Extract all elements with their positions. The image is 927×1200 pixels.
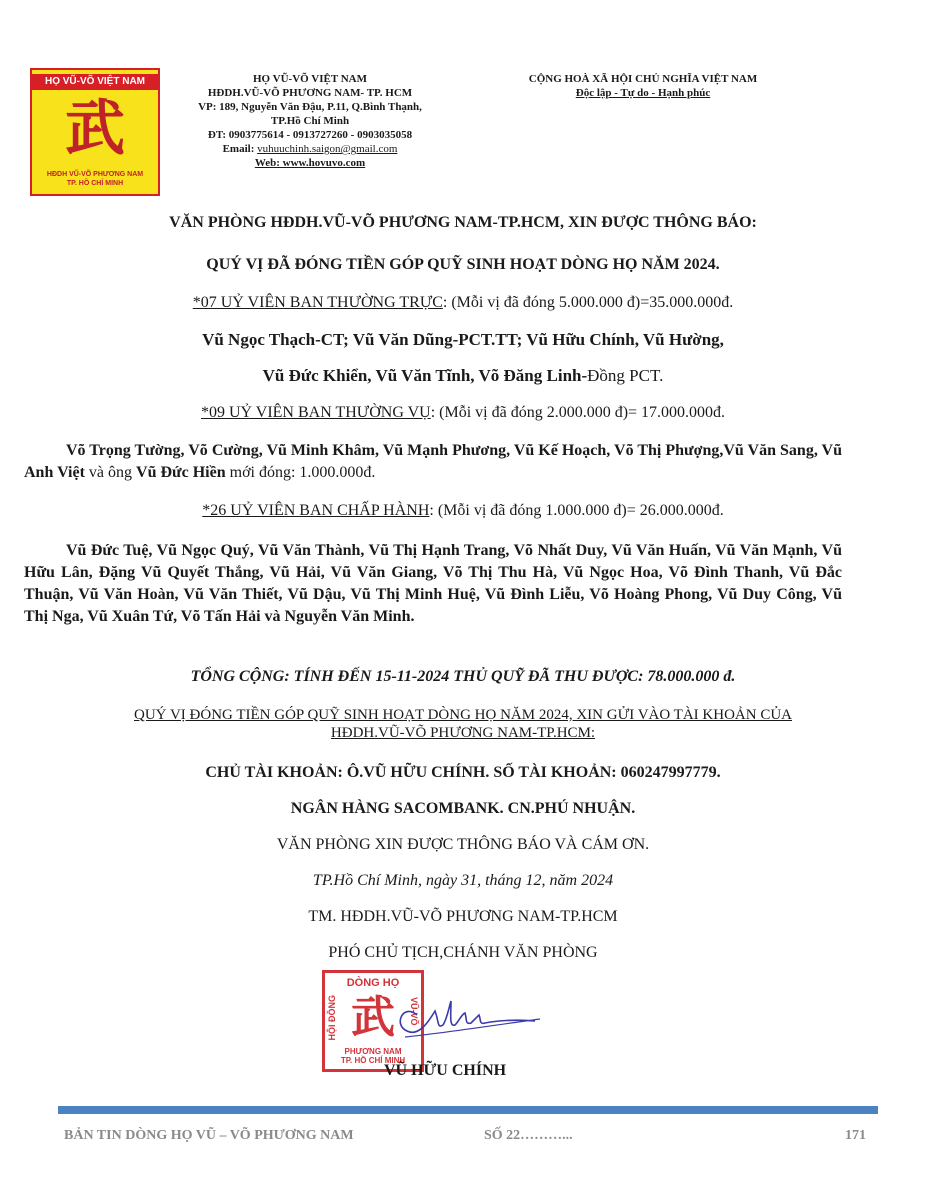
account-intro-line-1: QUÝ VỊ ĐÓNG TIỀN GÓP QUỸ SINH HOẠT DÒNG HỌ NĂM 2024, XIN GỬI VÀO TÀI KHOẢN CỦA — [133, 707, 792, 723]
section-2-connector: và ông — [84, 464, 137, 481]
closing-date: TP.Hồ Chí Minh, ngày 31, tháng 12, năm 2024 — [312, 872, 614, 889]
logo-bottom-line-2: TP. HỒ CHÍ MINH — [66, 180, 124, 187]
email-link[interactable]: vuhuuchinh.saigon@gmail.com — [257, 143, 398, 155]
section-1-names-line-2-text: Vũ Đức Khiển, Vũ Văn Tĩnh, Võ Đăng Linh- — [262, 366, 588, 385]
grand-total: TỔNG CỘNG: TÍNH ĐẾN 15-11-2024 THỦ QUỸ ĐÃ THU ĐƯỢC: 78.000.000 đ. — [190, 668, 736, 685]
account-intro-line-2: HĐDH.VŨ-VÕ PHƯƠNG NAM-TP.HCM: — [330, 725, 596, 741]
seal-character: 武 — [351, 993, 395, 1042]
section-2-name-list: Võ Trọng Tường, Võ Cường, Vũ Minh Khâm, Vũ Mạnh Phương, Vũ Kế Hoạch, Võ Thị Phượng,Vũ Văn Sang, Vũ Anh Việt — [24, 442, 842, 481]
org-phone: ĐT: 0903775614 - 0913727260 - 0903035058 — [207, 129, 413, 141]
announcement-subtitle: QUÝ VỊ ĐÃ ĐÓNG TIỀN GÓP QUỸ SINH HOẠT DÒNG HỌ NĂM 2024. — [206, 256, 720, 273]
account-intro — [24, 706, 902, 742]
announcement-title: VĂN PHÒNG HĐDH.VŨ-VÕ PHƯƠNG NAM-TP.HCM, XIN ĐƯỢC THÔNG BÁO: — [169, 214, 757, 231]
section-3-heading: *26 UỶ VIÊN BAN CHẤP HÀNH — [202, 502, 430, 519]
section-1-names-line-1: Vũ Ngọc Thạch-CT; Vũ Văn Dũng-PCT.TT; Vũ Hữu Chính, Vũ Hường, — [202, 330, 724, 349]
section-1-role: Đồng PCT. — [587, 366, 664, 385]
org-city: TP.Hồ Chí Minh — [270, 115, 350, 127]
section-3-names: Vũ Đức Tuệ, Vũ Ngọc Quý, Vũ Văn Thành, Vũ Thị Hạnh Trang, Võ Nhất Duy, Vũ Văn Huấn, Vũ Văn Mạnh, Vũ Hữu Lân, Đặng Vũ Quyết Thắng, Vũ Hải, Vũ Văn Giang, Võ Thị Thu Hà, Vũ Ngọc Hoa, Võ Đình Thanh, Vũ Đắc Thuận, Vũ Văn Hoàn, Vũ Văn Thiết, Vũ Dậu, Vũ Thị Minh Huệ, Vũ Đình Liễu, Võ Hoàng Phong, Vũ Duy Công, Vũ Thị Nga, Vũ Xuân Tứ, Võ Tấn Hải và Nguyễn Văn Minh. — [24, 542, 842, 625]
closing-org: TM. HĐDH.VŨ-VÕ PHƯƠNG NAM-TP.HCM — [308, 908, 618, 925]
section-3-detail: : (Mỗi vị đã đóng 1.000.000 đ)= 26.000.000đ. — [429, 502, 724, 519]
section-1-names-line-2 — [24, 366, 902, 386]
national-title: CỘNG HOÀ XÃ HỘI CHỦ NGHĨA VIỆT NAM — [528, 73, 758, 85]
family-logo — [30, 68, 160, 196]
footer-title: BẢN TIN DÒNG HỌ VŨ – VÕ PHƯƠNG NAM — [64, 1128, 354, 1143]
section-2-late-note: mới đóng: 1.000.000đ. — [225, 464, 376, 481]
org-name: HỌ VŨ-VÕ VIỆT NAM — [253, 73, 367, 85]
section-standing-committee-heading — [24, 294, 902, 312]
footer-issue: SỐ 22………... — [484, 1128, 573, 1143]
national-header — [478, 72, 808, 100]
section-executive-committee-heading — [24, 404, 902, 422]
closing-thanks: VĂN PHÒNG XIN ĐƯỢC THÔNG BÁO VÀ CÁM ƠN. — [276, 836, 650, 853]
org-branch: HĐDH.VŨ-VÕ PHƯƠNG NAM- TP. HCM — [207, 87, 413, 99]
footer-divider — [58, 1106, 878, 1114]
email-label: Email: — [222, 143, 255, 155]
seal-left-text: HỘI ĐỒNG — [327, 995, 337, 1041]
signature-icon — [385, 985, 545, 1055]
seal-bottom-line-1: PHƯƠNG NAM — [344, 1047, 402, 1056]
seal-right-text: VŨ-VÕ — [409, 997, 419, 1026]
logo-bottom-line-1: HĐDH VŨ-VÕ PHƯƠNG NAM — [46, 171, 144, 178]
logo-top-text: HỌ VŨ-VÕ VIỆT NAM — [32, 74, 158, 90]
logo-character: 武 — [65, 94, 125, 164]
section-1-heading: *07 UỶ VIÊN BAN THƯỜNG TRỰC — [192, 294, 443, 311]
org-address: VP: 189, Nguyễn Văn Đậu, P.11, Q.Bình Thạnh, — [198, 101, 422, 113]
section-2-detail: : (Mỗi vị đã đóng 2.000.000 đ)= 17.000.000đ. — [430, 404, 726, 421]
section-2-names — [24, 440, 842, 484]
signer-name: VŨ HỮU CHÍNH — [384, 1062, 507, 1079]
national-motto: Độc lập - Tự do - Hạnh phúc — [575, 87, 711, 99]
seal-top-text: DÒNG HỌ — [346, 977, 400, 989]
closing-position: PHÓ CHỦ TỊCH,CHÁNH VĂN PHÒNG — [328, 944, 598, 961]
org-email — [160, 142, 460, 156]
seal-bottom-line-2: TP. HỒ CHÍ MINH — [340, 1056, 406, 1065]
org-website[interactable]: Web: www.hovuvo.com — [254, 157, 366, 169]
organization-header — [160, 72, 460, 170]
section-1-detail: : (Mỗi vị đã đóng 5.000.000 đ)=35.000.000đ. — [442, 294, 734, 311]
section-board-heading — [24, 502, 902, 520]
section-2-late-name: Vũ Đức Hiền — [136, 464, 226, 481]
page-number: 171 — [845, 1128, 866, 1143]
bank-name: NGÂN HÀNG SACOMBANK. CN.PHÚ NHUẬN. — [290, 800, 636, 817]
logo-bottom-text — [32, 170, 158, 188]
account-holder: CHỦ TÀI KHOẢN: Ô.VŨ HỮU CHÍNH. SỐ TÀI KHOẢN: 060247997779. — [205, 764, 721, 781]
section-2-heading: *09 UỶ VIÊN BAN THƯỜNG VỤ — [200, 404, 431, 421]
